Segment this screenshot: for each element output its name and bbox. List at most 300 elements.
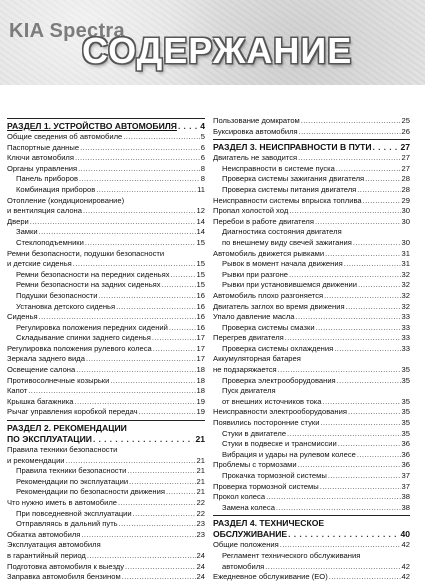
toc-entry-title: Рывки при разгоне (222, 269, 289, 279)
header-banner (0, 0, 425, 85)
toc-entry[interactable] (7, 143, 205, 154)
toc-section-heading[interactable] (213, 529, 410, 540)
toc-entry[interactable] (7, 365, 205, 376)
dot-leader (328, 471, 401, 482)
dot-leader (76, 365, 195, 376)
toc-entry[interactable] (7, 270, 205, 281)
toc-entry[interactable] (213, 492, 410, 503)
toc-page-number: 29 (401, 195, 410, 205)
toc-page-number: 42 (401, 561, 410, 571)
toc-entry[interactable] (213, 323, 410, 334)
toc-page-number: 8 (200, 174, 205, 184)
dot-leader (346, 302, 401, 313)
dot-leader (166, 487, 196, 498)
toc-entry[interactable] (7, 291, 205, 302)
toc-entry[interactable] (7, 456, 205, 467)
toc-entry[interactable] (7, 174, 205, 185)
toc-entry[interactable] (7, 333, 205, 344)
toc-entry[interactable] (213, 482, 410, 493)
dot-leader (323, 397, 401, 408)
toc-entry[interactable] (213, 270, 410, 281)
dot-leader (329, 572, 401, 583)
dot-leader (28, 386, 195, 397)
brand-logo: KIA Spectra (9, 20, 125, 42)
toc-entry-title: Перебои в работе двигателя (213, 216, 314, 226)
toc-page-number: 35 (401, 365, 410, 375)
dot-leader (289, 270, 401, 281)
toc-page-number: 24 (196, 572, 205, 582)
toc-entry-title: Органы управления (7, 163, 78, 173)
dot-leader (85, 238, 196, 249)
toc-entry[interactable] (213, 407, 410, 418)
toc-page-number: 17 (196, 333, 205, 343)
dot-leader (373, 142, 400, 153)
dot-leader (83, 206, 196, 217)
toc-right-column (213, 116, 410, 583)
toc-section-heading[interactable] (7, 434, 205, 445)
toc-entry-title: Стуки в двигателе (222, 428, 287, 438)
toc-entry-title: Проверка системы питания двигателя (222, 184, 357, 194)
toc-entry[interactable] (213, 551, 410, 562)
toc-entry-title: Подушки безопасности (16, 290, 98, 300)
toc-entry-title: Сиденья (7, 312, 38, 322)
toc-entry-title: Аккумуляторная батарея (213, 354, 301, 364)
toc-entry-title: РАЗДЕЛ 1. УСТРОЙСТВО АВТОМОБИЛЯ (7, 121, 177, 131)
dot-leader (125, 562, 196, 573)
toc-page-number: 14 (196, 216, 205, 226)
toc-entry-title: Неисправности системы впрыска топлива (213, 195, 362, 205)
toc-entry-title: РАЗДЕЛ 3. НЕИСПРАВНОСТИ В ПУТИ (213, 142, 372, 153)
toc-entry[interactable] (213, 344, 410, 355)
toc-entry-title: не подзаряжается (213, 365, 277, 375)
toc-page-number: 38 (401, 502, 410, 512)
toc-entry-title: автомобиля (222, 561, 265, 571)
toc-page-number: 38 (401, 492, 410, 502)
dot-leader (288, 529, 399, 540)
toc-page-number: 33 (401, 343, 410, 353)
toc-entry-title: РАЗДЕЛ 4. ТЕХНИЧЕСКОЕ (213, 518, 325, 529)
dot-leader (119, 519, 196, 530)
dot-leader (285, 333, 401, 344)
toc-page-number: 30 (401, 237, 410, 247)
toc-page-number: 22 (196, 498, 205, 507)
toc-entry[interactable] (7, 280, 205, 291)
toc-entry-title: Обкатка автомобиля (7, 529, 81, 539)
dot-leader (96, 185, 196, 196)
toc-entry-title: Проверка системы зажигания двигателя (222, 174, 365, 184)
toc-page-number: 6 (200, 142, 205, 152)
toc-page-number: 6 (200, 153, 205, 163)
toc-entry[interactable] (7, 386, 205, 397)
toc-entry[interactable] (213, 227, 410, 238)
dot-leader (133, 509, 196, 520)
toc-entry[interactable] (7, 132, 205, 143)
toc-entry-title: ПО ЭКСПЛУАТАЦИИ (7, 434, 92, 445)
toc-entry[interactable] (7, 562, 205, 573)
toc-page-number: 16 (196, 322, 205, 332)
toc-entry-title: Капот (7, 386, 28, 396)
toc-entry-title: Противосолнечные козырьки (7, 375, 110, 385)
dot-leader (357, 185, 400, 196)
toc-entry[interactable] (7, 312, 205, 323)
dot-leader (80, 143, 200, 154)
toc-entry-title: Эксплуатация автомобиля (7, 540, 101, 550)
toc-entry-title: Ежедневное обслуживание (ЕО) (213, 572, 328, 582)
dot-leader (280, 540, 401, 551)
toc-entry[interactable] (213, 153, 410, 164)
toc-page-number: 33 (401, 312, 410, 322)
toc-page-number: 36 (401, 439, 410, 449)
toc-page-number: 27 (401, 163, 410, 173)
toc-page-number: 4 (200, 121, 205, 131)
toc-entry-title: и детские сиденья (7, 259, 72, 269)
dot-leader (75, 153, 200, 164)
toc-page-number: 40 (400, 529, 410, 540)
dot-leader (87, 551, 196, 562)
toc-page-number: 23 (196, 529, 205, 539)
toc-entry-title: Вибрация и удары на рулевом колесе (222, 449, 356, 459)
toc-entry[interactable] (213, 280, 410, 291)
toc-entry[interactable] (7, 185, 205, 196)
dot-leader (127, 466, 195, 477)
toc-entry[interactable] (213, 460, 410, 471)
toc-entry-title: Пользование домкратом (213, 116, 300, 125)
toc-entry-title: ОБСЛУЖИВАНИЕ (213, 529, 288, 540)
dot-leader (122, 572, 196, 583)
toc-entry[interactable] (7, 407, 205, 418)
dot-leader (315, 217, 401, 228)
toc-entry-title: Прокачка тормозной системы (222, 471, 327, 480)
toc-entry[interactable] (213, 397, 410, 408)
dot-leader (66, 456, 196, 467)
toc-entry-title: Буксировка автомобиля (213, 126, 298, 136)
dot-leader (336, 164, 401, 175)
toc-page-number: 21 (196, 466, 205, 476)
dot-leader (39, 227, 196, 238)
toc-entry-title: Крышка багажника (7, 396, 74, 406)
toc-page-number: 35 (401, 407, 410, 417)
toc-page-number: 21 (196, 476, 205, 486)
dot-leader (169, 323, 196, 334)
toc-entry[interactable] (7, 530, 205, 541)
toc-page-number: 36 (401, 460, 410, 470)
toc-section-heading[interactable] (213, 515, 410, 529)
toc-entry[interactable] (213, 291, 410, 302)
toc-page-number: 5 (200, 132, 205, 141)
toc-page-number: 18 (196, 365, 205, 375)
toc-entry[interactable] (7, 572, 205, 583)
toc-entry[interactable] (7, 354, 205, 365)
toc-page-number: 28 (401, 174, 410, 184)
dot-leader (278, 365, 401, 376)
toc-page-number: 26 (401, 126, 410, 136)
toc-entry[interactable] (213, 333, 410, 344)
toc-entry-title: Регулировка положения рулевого колеса (7, 343, 152, 353)
dot-leader (363, 196, 401, 207)
dot-leader (298, 460, 401, 471)
toc-entry[interactable] (7, 196, 205, 207)
toc-entry[interactable] (213, 249, 410, 260)
toc-entry-title: Проверка системы смазки (222, 322, 315, 332)
toc-entry-title: Подготовка автомобиля к выезду (7, 561, 124, 571)
toc-page-number: 21 (196, 487, 205, 497)
toc-entry-title: Двигатель не заводится (213, 153, 298, 163)
toc-page-number: 35 (401, 396, 410, 406)
toc-page-number: 32 (401, 280, 410, 290)
dot-leader (298, 153, 400, 164)
toc-entry[interactable] (7, 217, 205, 228)
toc-entry-title: Правила техники безопасности (16, 466, 127, 476)
toc-entry[interactable] (7, 259, 205, 270)
toc-page-number: 21 (196, 455, 205, 465)
dot-leader (296, 312, 401, 323)
toc-entry-title: Диагностика состояния двигателя (222, 227, 342, 237)
dot-leader (299, 127, 401, 138)
dot-leader (81, 530, 195, 541)
toc-entry-title: Паспортные данные (7, 142, 80, 152)
toc-page-number: 15 (196, 259, 205, 269)
dot-leader (337, 376, 401, 387)
dot-leader (99, 291, 196, 302)
dot-leader (79, 174, 200, 185)
page-title: СОДЕРЖАНИЕ (82, 30, 353, 71)
dot-leader (171, 270, 196, 281)
toc-entry-title: Стеклоподъемники (16, 237, 84, 247)
toc-entry[interactable] (7, 344, 205, 355)
toc-entry[interactable] (7, 206, 205, 217)
toc-page-number: 32 (401, 301, 410, 311)
toc-entry[interactable] (213, 418, 410, 429)
toc-entry[interactable] (7, 477, 205, 488)
toc-page-number: 31 (401, 259, 410, 269)
dot-leader (153, 344, 196, 355)
toc-entry[interactable] (213, 471, 410, 482)
toc-entry[interactable] (213, 386, 410, 397)
toc-entry-title: Зеркала заднего вида (7, 354, 85, 364)
toc-entry-title: Замена колеса (222, 502, 275, 512)
toc-page-number: 18 (196, 386, 205, 396)
dot-leader (129, 477, 195, 488)
toc-page-number: 8 (200, 163, 205, 173)
toc-entry-title: и рекомендации (7, 455, 65, 465)
dot-leader (86, 354, 196, 365)
toc-page-number: 37 (401, 471, 410, 480)
toc-page-number: 15 (196, 269, 205, 279)
toc-entry[interactable] (213, 164, 410, 175)
toc-entry[interactable] (7, 487, 205, 498)
toc-entry[interactable] (213, 376, 410, 387)
dot-leader (357, 450, 401, 461)
toc-entry-title: по внешнему виду свечей зажигания (222, 237, 352, 247)
toc-entry-title: Панель приборов (16, 174, 78, 184)
toc-entry-title: Ремни безопасности, подушки безопасности (7, 248, 165, 258)
dot-leader (287, 429, 401, 440)
toc-entry[interactable] (213, 185, 410, 196)
toc-section-heading[interactable] (7, 118, 205, 132)
toc-entry[interactable] (213, 439, 410, 450)
dot-leader (30, 217, 196, 228)
toc-entry-title: Складывание спинки заднего сиденья (16, 333, 151, 343)
toc-entry-title: Установка детского сиденья (16, 301, 116, 311)
toc-entry[interactable] (213, 259, 410, 270)
toc-entry-title: Регулировка положения передних сидений (16, 322, 168, 332)
toc-entry[interactable] (7, 466, 205, 477)
dot-leader (276, 503, 401, 514)
toc-entry-title: Перегрев двигателя (213, 333, 284, 343)
toc-entry[interactable] (7, 551, 205, 562)
toc-page-number: 36 (401, 449, 410, 459)
toc-entry-title: Правила техники безопасности (7, 445, 118, 455)
toc-entry[interactable] (7, 164, 205, 175)
dot-leader (39, 312, 196, 323)
dot-leader (116, 302, 195, 313)
toc-entry-title: Заправка автомобиля бензином (7, 572, 121, 582)
toc-entry-title: Общие положения (213, 540, 279, 550)
toc-section-heading[interactable] (7, 420, 205, 434)
dot-leader (316, 323, 401, 334)
toc-entry-title: РАЗДЕЛ 2. РЕКОМЕНДАЦИИ (7, 423, 127, 434)
toc-page-number: 33 (401, 333, 410, 343)
toc-entry[interactable] (213, 302, 410, 313)
toc-page-number: 17 (196, 343, 205, 353)
toc-entry[interactable] (213, 312, 410, 323)
toc-entry[interactable] (7, 323, 205, 334)
toc-entry[interactable] (213, 365, 410, 376)
toc-page-number: 30 (401, 216, 410, 226)
toc-page-number: 23 (196, 519, 205, 529)
toc-entry-title: Проверка электрооборудования (222, 375, 336, 385)
toc-entry-title: Неисправности в системе пуска (222, 163, 335, 173)
dot-leader (320, 418, 400, 429)
toc-entry[interactable] (213, 450, 410, 461)
toc-entry-title: Пуск двигателя (222, 386, 276, 396)
toc-page-number: 24 (196, 561, 205, 571)
dot-leader (266, 492, 400, 503)
toc-page-number: 37 (401, 481, 410, 491)
toc-entry-title: Ключи автомобиля (7, 153, 74, 163)
toc-page-number: 18 (196, 375, 205, 385)
dot-leader (353, 238, 401, 249)
toc-entry-title: Ремни безопасности на передних сиденьях (16, 269, 170, 279)
dot-leader (118, 498, 196, 509)
toc-entry[interactable] (7, 519, 205, 530)
toc-page-number: 32 (401, 290, 410, 300)
toc-entry[interactable] (7, 227, 205, 238)
toc-entry[interactable] (7, 445, 205, 456)
toc-entry[interactable] (213, 174, 410, 185)
toc-entry[interactable] (213, 540, 410, 551)
toc-page-number: 12 (196, 206, 205, 216)
toc-entry[interactable] (213, 503, 410, 514)
toc-entry-title: Автомобиль движется рывками (213, 248, 325, 258)
dot-leader (78, 164, 200, 175)
toc-page-number: 27 (400, 142, 410, 153)
toc-page-number: 32 (401, 269, 410, 279)
toc-entry-title: Комбинация приборов (16, 184, 96, 194)
toc-entry[interactable] (7, 540, 205, 551)
toc-page-number: 21 (195, 434, 205, 445)
toc-entry[interactable] (7, 376, 205, 387)
dot-leader (344, 259, 401, 270)
dot-leader (73, 259, 196, 270)
toc-entry[interactable] (213, 217, 410, 228)
toc-entry[interactable] (213, 238, 410, 249)
dot-leader (152, 333, 196, 344)
toc-left-column (7, 116, 205, 583)
dot-leader (123, 132, 199, 143)
toc-page-number: 35 (401, 375, 410, 385)
dot-leader (301, 116, 401, 127)
toc-entry[interactable] (213, 572, 410, 583)
toc-page-number: 31 (401, 248, 410, 258)
toc-entry-title: Рекомендации по безопасности движения (16, 487, 165, 497)
toc-page-number: 42 (401, 572, 410, 582)
toc-entry-title: Освещение салона (7, 365, 76, 375)
toc-entry[interactable] (7, 302, 205, 313)
toc-page-number: 16 (196, 301, 205, 311)
toc-entry-title: Проблемы с тормозами (213, 460, 297, 470)
toc-page-number: 15 (196, 237, 205, 247)
toc-section-heading[interactable] (213, 139, 410, 153)
toc-entry[interactable] (213, 354, 410, 365)
toc-entry-title: Рывки при установившемся движении (222, 280, 358, 290)
toc-page-number: 30 (401, 206, 410, 216)
toc-page-number: 15 (196, 280, 205, 290)
toc-entry[interactable] (213, 196, 410, 207)
toc-entry-title: Ремни безопасности на задних сиденьях (16, 280, 161, 290)
toc-entry[interactable] (7, 397, 205, 408)
toc-entry-title: Что нужно иметь в автомобиле (7, 498, 117, 507)
toc-entry[interactable] (7, 498, 205, 509)
toc-page-number: 16 (196, 312, 205, 322)
toc-entry-title: Рывок в момент начала движения (222, 259, 343, 269)
toc-page-number: 33 (401, 322, 410, 332)
dot-leader (93, 434, 195, 445)
toc-entry-title: от внешних источников тока (222, 396, 322, 406)
toc-entry[interactable] (213, 429, 410, 440)
toc-page-number: 24 (196, 550, 205, 560)
toc-entry[interactable] (7, 238, 205, 249)
toc-entry[interactable] (213, 116, 410, 127)
dot-leader (348, 407, 401, 418)
dot-leader (365, 174, 400, 185)
toc-entry-title: в гарантийный период (7, 550, 86, 560)
toc-entry[interactable] (7, 509, 205, 520)
toc-page-number: 17 (196, 354, 205, 364)
toc-entry-title: Замки (16, 227, 38, 237)
toc-entry[interactable] (7, 153, 205, 164)
toc-entry[interactable] (213, 562, 410, 573)
toc-page-number: 11 (197, 184, 205, 194)
toc-page-number: 42 (401, 540, 410, 550)
toc-entry[interactable] (213, 127, 410, 138)
dot-leader (334, 344, 400, 355)
toc-entry[interactable] (213, 206, 410, 217)
toc-entry-title: Отправляясь в дальний путь (16, 519, 118, 529)
toc-page-number: 27 (401, 153, 410, 163)
dot-leader (178, 121, 199, 132)
toc-entry-title: Регламент технического обслуживания (222, 550, 361, 560)
toc-page-number: 28 (401, 184, 410, 194)
toc-entry-title: Проверка системы охлаждения (222, 343, 334, 353)
toc-page-number: 16 (196, 290, 205, 300)
toc-entry[interactable] (7, 249, 205, 260)
toc-entry-title: Пропал холостой ход (213, 206, 289, 216)
toc-entry-title: Общие сведения об автомобиле (7, 132, 123, 141)
toc-page-number: 19 (196, 407, 205, 417)
dot-leader (162, 280, 196, 291)
dot-leader (325, 249, 400, 260)
